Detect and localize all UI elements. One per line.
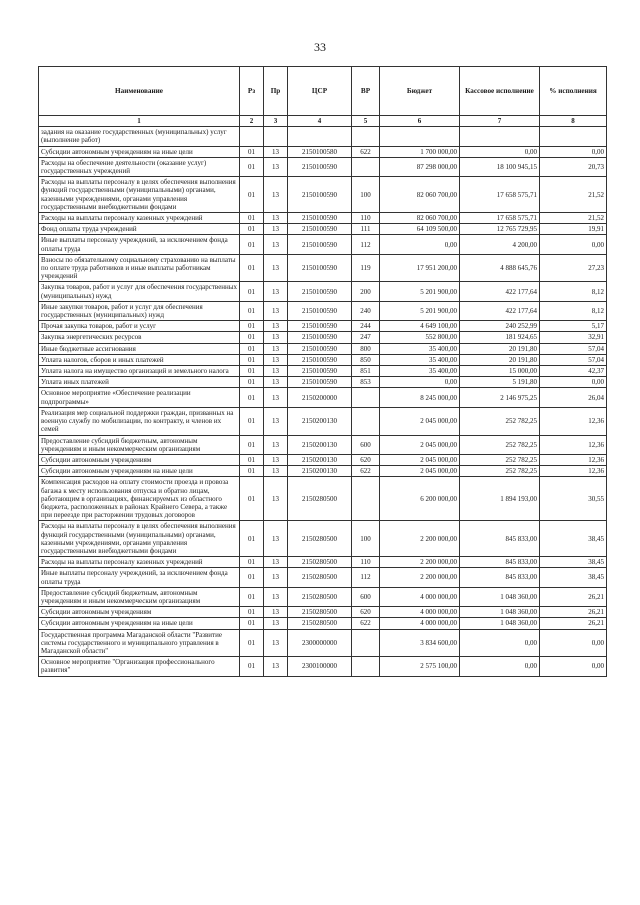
cell-vr: 240 <box>352 301 380 320</box>
cell-csr: 2150200000 <box>288 388 352 407</box>
cell-percent: 0,00 <box>540 657 607 676</box>
cell-csr: 2150100590 <box>288 377 352 388</box>
cell-budget: 4 649 100,00 <box>380 321 460 332</box>
cell-budget: 5 201 900,00 <box>380 301 460 320</box>
cell-budget: 3 834 600,00 <box>380 629 460 657</box>
table-row <box>39 127 607 146</box>
cell-csr: 2150100590 <box>288 282 352 301</box>
cell-percent: 42,37 <box>540 366 607 377</box>
cell-percent: 19,91 <box>540 224 607 235</box>
cell-pr: 13 <box>264 466 288 477</box>
cell-rz: 01 <box>240 454 264 465</box>
cell-pr: 13 <box>264 282 288 301</box>
cell-percent: 32,91 <box>540 332 607 343</box>
cell-percent: 20,73 <box>540 157 607 176</box>
table-row <box>39 629 607 657</box>
cell-percent: 57,04 <box>540 354 607 365</box>
cell-vr: 112 <box>352 235 380 254</box>
cell-csr: 2150280500 <box>288 557 352 568</box>
cell-cash: 181 924,65 <box>460 332 540 343</box>
cell-name: Основное мероприятие "Организация профессионального развития" <box>39 657 240 676</box>
table-row <box>39 521 607 557</box>
table-row <box>39 366 607 377</box>
cell-csr: 2150100590 <box>288 332 352 343</box>
column-number: 2 <box>240 116 264 127</box>
cell-rz: 01 <box>240 157 264 176</box>
cell-cash: 1 048 360,00 <box>460 587 540 606</box>
cell-percent: 0,00 <box>540 235 607 254</box>
cell-vr <box>352 477 380 521</box>
cell-rz <box>240 127 264 146</box>
cell-percent: 26,21 <box>540 607 607 618</box>
cell-cash: 18 100 945,15 <box>460 157 540 176</box>
cell-cash: 0,00 <box>460 146 540 157</box>
cell-rz: 01 <box>240 607 264 618</box>
cell-name: Иные закупки товаров, работ и услуг для обеспечения государственных (муниципальных) нужд <box>39 301 240 320</box>
cell-percent: 30,55 <box>540 477 607 521</box>
cell-name: Основное мероприятие «Обеспечение реализации подпрограммы» <box>39 388 240 407</box>
cell-percent: 21,52 <box>540 177 607 213</box>
cell-csr: 2150200130 <box>288 454 352 465</box>
cell-vr: 620 <box>352 607 380 618</box>
cell-name: Субсидии автономным учреждениям <box>39 607 240 618</box>
cell-name: Закупка товаров, работ и услуг для обеспечения государственных (муниципальных) нужд <box>39 282 240 301</box>
cell-rz: 01 <box>240 177 264 213</box>
cell-rz: 01 <box>240 377 264 388</box>
table-row <box>39 607 607 618</box>
cell-name: Прочая закупка товаров, работ и услуг <box>39 321 240 332</box>
cell-budget: 2 200 000,00 <box>380 521 460 557</box>
cell-budget: 2 045 000,00 <box>380 435 460 454</box>
cell-budget: 4 000 000,00 <box>380 607 460 618</box>
cell-cash: 845 833,00 <box>460 521 540 557</box>
cell-cash: 17 658 575,71 <box>460 177 540 213</box>
cell-budget: 17 951 200,00 <box>380 254 460 282</box>
cell-percent: 12,36 <box>540 407 607 435</box>
cell-rz: 01 <box>240 477 264 521</box>
table-row <box>39 557 607 568</box>
cell-csr: 2150100580 <box>288 146 352 157</box>
cell-cash: 12 765 729,95 <box>460 224 540 235</box>
cell-cash: 252 782,25 <box>460 454 540 465</box>
cell-csr: 2150100590 <box>288 301 352 320</box>
cell-budget: 35 400,00 <box>380 354 460 365</box>
table-row <box>39 435 607 454</box>
cell-pr: 13 <box>264 629 288 657</box>
cell-budget <box>380 127 460 146</box>
cell-pr: 13 <box>264 388 288 407</box>
cell-csr: 2150100590 <box>288 343 352 354</box>
cell-vr: 112 <box>352 568 380 587</box>
table-row <box>39 332 607 343</box>
cell-rz: 01 <box>240 366 264 377</box>
cell-name: Уплата налогов, сборов и иных платежей <box>39 354 240 365</box>
page-number: 33 <box>314 40 326 54</box>
header-rz: Рз <box>240 67 264 116</box>
cell-percent: 38,45 <box>540 568 607 587</box>
cell-percent: 26,21 <box>540 618 607 629</box>
cell-rz: 01 <box>240 388 264 407</box>
column-number: 7 <box>460 116 540 127</box>
table-row <box>39 657 607 676</box>
cell-pr: 13 <box>264 254 288 282</box>
cell-budget: 4 000 000,00 <box>380 618 460 629</box>
cell-percent: 27,23 <box>540 254 607 282</box>
cell-rz: 01 <box>240 587 264 606</box>
cell-percent: 0,00 <box>540 629 607 657</box>
cell-rz: 01 <box>240 354 264 365</box>
cell-pr: 13 <box>264 657 288 676</box>
cell-csr <box>288 127 352 146</box>
cell-budget: 552 800,00 <box>380 332 460 343</box>
cell-name: Закупка энергетических ресурсов <box>39 332 240 343</box>
header-cash: Кассовое исполнение <box>460 67 540 116</box>
cell-pr: 13 <box>264 477 288 521</box>
cell-cash: 17 658 575,71 <box>460 213 540 224</box>
cell-csr: 2150280500 <box>288 618 352 629</box>
cell-budget: 64 109 500,00 <box>380 224 460 235</box>
cell-budget: 2 045 000,00 <box>380 466 460 477</box>
cell-name: Иные выплаты персоналу учреждений, за исключением фонда оплаты труда <box>39 568 240 587</box>
cell-budget: 6 200 000,00 <box>380 477 460 521</box>
cell-pr <box>264 127 288 146</box>
column-number: 1 <box>39 116 240 127</box>
cell-name: задания на оказание государственных (муниципальных) услуг (выполнение работ) <box>39 127 240 146</box>
cell-pr: 13 <box>264 435 288 454</box>
cell-csr: 2150100590 <box>288 224 352 235</box>
cell-vr <box>352 157 380 176</box>
cell-cash: 1 048 360,00 <box>460 618 540 629</box>
cell-cash: 252 782,25 <box>460 407 540 435</box>
cell-rz: 01 <box>240 343 264 354</box>
cell-name: Субсидии автономным учреждениям <box>39 454 240 465</box>
cell-rz: 01 <box>240 521 264 557</box>
table-row <box>39 254 607 282</box>
cell-csr: 2150200130 <box>288 407 352 435</box>
cell-csr: 2150280500 <box>288 477 352 521</box>
cell-budget: 0,00 <box>380 377 460 388</box>
cell-pr: 13 <box>264 618 288 629</box>
cell-cash: 240 252,99 <box>460 321 540 332</box>
table-row <box>39 321 607 332</box>
cell-pr: 13 <box>264 332 288 343</box>
column-number: 3 <box>264 116 288 127</box>
cell-name: Иные бюджетные ассигнования <box>39 343 240 354</box>
cell-vr: 600 <box>352 435 380 454</box>
cell-vr: 600 <box>352 587 380 606</box>
cell-cash <box>460 127 540 146</box>
cell-vr: 100 <box>352 177 380 213</box>
cell-rz: 01 <box>240 224 264 235</box>
table-row <box>39 354 607 365</box>
cell-vr: 853 <box>352 377 380 388</box>
table-row <box>39 388 607 407</box>
cell-percent: 26,04 <box>540 388 607 407</box>
cell-vr: 800 <box>352 343 380 354</box>
cell-vr: 110 <box>352 213 380 224</box>
column-number: 8 <box>540 116 607 127</box>
cell-name: Субсидии автономным учреждениям на иные цели <box>39 466 240 477</box>
cell-percent: 0,00 <box>540 377 607 388</box>
cell-csr: 2150100590 <box>288 354 352 365</box>
cell-rz: 01 <box>240 213 264 224</box>
cell-csr: 2150100590 <box>288 366 352 377</box>
cell-csr: 2150100590 <box>288 321 352 332</box>
cell-rz: 01 <box>240 435 264 454</box>
cell-name: Фонд оплаты труда учреждений <box>39 224 240 235</box>
cell-cash: 0,00 <box>460 657 540 676</box>
cell-csr: 2150100590 <box>288 157 352 176</box>
cell-percent: 57,04 <box>540 343 607 354</box>
cell-rz: 01 <box>240 657 264 676</box>
cell-pr: 13 <box>264 213 288 224</box>
cell-csr: 2150280500 <box>288 568 352 587</box>
cell-cash: 252 782,25 <box>460 466 540 477</box>
cell-vr: 100 <box>352 521 380 557</box>
cell-percent: 12,36 <box>540 435 607 454</box>
column-number: 4 <box>288 116 352 127</box>
cell-percent: 38,45 <box>540 557 607 568</box>
header-percent: % исполнения <box>540 67 607 116</box>
cell-cash: 1 048 360,00 <box>460 607 540 618</box>
table-row <box>39 618 607 629</box>
cell-budget: 87 298 000,00 <box>380 157 460 176</box>
cell-pr: 13 <box>264 377 288 388</box>
cell-name: Предоставление субсидий бюджетным, автономным учреждениям и иным некоммерческим организациям <box>39 435 240 454</box>
cell-cash: 2 146 975,25 <box>460 388 540 407</box>
cell-csr: 2150200130 <box>288 435 352 454</box>
cell-cash: 0,00 <box>460 629 540 657</box>
table-row <box>39 377 607 388</box>
cell-pr: 13 <box>264 157 288 176</box>
cell-pr: 13 <box>264 407 288 435</box>
cell-rz: 01 <box>240 282 264 301</box>
cell-rz: 01 <box>240 235 264 254</box>
cell-vr: 622 <box>352 618 380 629</box>
cell-csr: 2150100590 <box>288 254 352 282</box>
cell-rz: 01 <box>240 301 264 320</box>
cell-pr: 13 <box>264 354 288 365</box>
cell-csr: 2300100000 <box>288 657 352 676</box>
cell-budget: 2 200 000,00 <box>380 568 460 587</box>
cell-vr: 247 <box>352 332 380 343</box>
cell-rz: 01 <box>240 146 264 157</box>
cell-name: Субсидии автономным учреждениям на иные цели <box>39 146 240 157</box>
cell-budget: 35 400,00 <box>380 366 460 377</box>
cell-budget: 35 400,00 <box>380 343 460 354</box>
cell-csr: 2150100590 <box>288 235 352 254</box>
table-row <box>39 157 607 176</box>
cell-vr <box>352 407 380 435</box>
cell-pr: 13 <box>264 568 288 587</box>
table-row <box>39 235 607 254</box>
cell-cash: 15 000,00 <box>460 366 540 377</box>
cell-name: Расходы на выплаты персоналу в целях обеспечения выполнения функций государственными (муниципальными) органами, казенными учреждениями, органами управления государственными внебюджетными фондами <box>39 177 240 213</box>
cell-name: Уплата иных платежей <box>39 377 240 388</box>
cell-name: Компенсация расходов на оплату стоимости проезда и провоза багажа к месту использования отпуска и обратно лицам, работающим в организациях, финансируемых из областного бюджета, расположенных в районах Крайнего Севера, а также при переезде при расторжении трудовых договоров <box>39 477 240 521</box>
cell-name: Государственная программа Магаданской области "Развитие системы государственного и муниципального управления в Магаданской области" <box>39 629 240 657</box>
header-name: Наименование <box>39 67 240 116</box>
cell-csr: 2150280500 <box>288 587 352 606</box>
cell-cash: 20 191,80 <box>460 343 540 354</box>
cell-cash: 422 177,64 <box>460 282 540 301</box>
cell-cash: 1 894 193,00 <box>460 477 540 521</box>
cell-vr: 851 <box>352 366 380 377</box>
cell-budget: 4 000 000,00 <box>380 587 460 606</box>
cell-budget: 2 045 000,00 <box>380 454 460 465</box>
header-pr: Пр <box>264 67 288 116</box>
table-row <box>39 224 607 235</box>
cell-csr: 2150100590 <box>288 177 352 213</box>
cell-rz: 01 <box>240 321 264 332</box>
cell-name: Взносы по обязательному социальному страхованию на выплаты по оплате труда работников и иные выплаты работникам учреждений <box>39 254 240 282</box>
cell-pr: 13 <box>264 177 288 213</box>
cell-name: Предоставление субсидий бюджетным, автономным учреждениям и иным некоммерческим организациям <box>39 587 240 606</box>
cell-vr <box>352 629 380 657</box>
cell-percent: 38,45 <box>540 521 607 557</box>
header-budget: Бюджет <box>380 67 460 116</box>
cell-name: Субсидии автономным учреждениям на иные цели <box>39 618 240 629</box>
cell-pr: 13 <box>264 557 288 568</box>
table-body <box>39 127 607 676</box>
cell-pr: 13 <box>264 587 288 606</box>
cell-rz: 01 <box>240 629 264 657</box>
table-header-row <box>39 67 607 116</box>
cell-cash: 5 191,80 <box>460 377 540 388</box>
cell-percent: 21,52 <box>540 213 607 224</box>
cell-name: Расходы на выплаты персоналу казенных учреждений <box>39 213 240 224</box>
cell-pr: 13 <box>264 343 288 354</box>
cell-csr: 2150200130 <box>288 466 352 477</box>
cell-budget: 0,00 <box>380 235 460 254</box>
table-row <box>39 282 607 301</box>
cell-rz: 01 <box>240 557 264 568</box>
column-number: 5 <box>352 116 380 127</box>
table-row <box>39 301 607 320</box>
cell-rz: 01 <box>240 618 264 629</box>
cell-vr <box>352 657 380 676</box>
cell-name: Расходы на выплаты персоналу казенных учреждений <box>39 557 240 568</box>
cell-name: Расходы на выплаты персоналу в целях обеспечения выполнения функций государственными (муниципальными) органами, казенными учреждениями, органами управления государственными внебюджетными фондами <box>39 521 240 557</box>
cell-pr: 13 <box>264 235 288 254</box>
cell-pr: 13 <box>264 366 288 377</box>
table-row <box>39 477 607 521</box>
table-row <box>39 454 607 465</box>
cell-budget: 82 060 700,00 <box>380 177 460 213</box>
cell-budget: 8 245 000,00 <box>380 388 460 407</box>
cell-pr: 13 <box>264 454 288 465</box>
header-vr: ВР <box>352 67 380 116</box>
cell-vr <box>352 127 380 146</box>
table-row <box>39 213 607 224</box>
table-row <box>39 343 607 354</box>
header-csr: ЦСР <box>288 67 352 116</box>
cell-percent: 5,17 <box>540 321 607 332</box>
cell-pr: 13 <box>264 301 288 320</box>
cell-percent: 26,21 <box>540 587 607 606</box>
cell-budget: 2 200 000,00 <box>380 557 460 568</box>
cell-name: Реализация мер социальной поддержки граждан, призванных на военную службу по мобилизации, по контракту, и членов их семей <box>39 407 240 435</box>
cell-vr: 110 <box>352 557 380 568</box>
cell-vr: 620 <box>352 454 380 465</box>
cell-cash: 252 782,25 <box>460 435 540 454</box>
cell-name: Расходы на обеспечение деятельности (оказание услуг) государственных учреждений <box>39 157 240 176</box>
cell-rz: 01 <box>240 466 264 477</box>
table-row <box>39 407 607 435</box>
cell-cash: 845 833,00 <box>460 557 540 568</box>
cell-percent: 0,00 <box>540 146 607 157</box>
table-row <box>39 146 607 157</box>
cell-vr: 622 <box>352 466 380 477</box>
cell-budget: 1 700 000,00 <box>380 146 460 157</box>
cell-rz: 01 <box>240 407 264 435</box>
cell-pr: 13 <box>264 321 288 332</box>
cell-vr: 200 <box>352 282 380 301</box>
cell-csr: 2300000000 <box>288 629 352 657</box>
column-number-row <box>39 116 607 127</box>
cell-pr: 13 <box>264 146 288 157</box>
cell-cash: 845 833,00 <box>460 568 540 587</box>
cell-percent: 8,12 <box>540 301 607 320</box>
cell-rz: 01 <box>240 254 264 282</box>
cell-csr: 2150280500 <box>288 521 352 557</box>
table-row <box>39 587 607 606</box>
cell-csr: 2150280500 <box>288 607 352 618</box>
cell-vr: 622 <box>352 146 380 157</box>
cell-vr: 244 <box>352 321 380 332</box>
cell-budget: 2 575 100,00 <box>380 657 460 676</box>
cell-budget: 82 060 700,00 <box>380 213 460 224</box>
cell-cash: 4 888 645,76 <box>460 254 540 282</box>
cell-budget: 2 045 000,00 <box>380 407 460 435</box>
cell-name: Иные выплаты персоналу учреждений, за исключением фонда оплаты труда <box>39 235 240 254</box>
cell-vr: 119 <box>352 254 380 282</box>
cell-vr: 111 <box>352 224 380 235</box>
cell-cash: 422 177,64 <box>460 301 540 320</box>
table-row <box>39 177 607 213</box>
budget-execution-table <box>38 66 607 677</box>
cell-vr: 850 <box>352 354 380 365</box>
cell-percent <box>540 127 607 146</box>
cell-name: Уплата налога на имущество организаций и земельного налога <box>39 366 240 377</box>
cell-cash: 4 200,00 <box>460 235 540 254</box>
cell-csr: 2150100590 <box>288 213 352 224</box>
table-row <box>39 466 607 477</box>
table-row <box>39 568 607 587</box>
cell-percent: 12,36 <box>540 454 607 465</box>
cell-percent: 8,12 <box>540 282 607 301</box>
cell-pr: 13 <box>264 224 288 235</box>
cell-vr <box>352 388 380 407</box>
cell-rz: 01 <box>240 332 264 343</box>
cell-pr: 13 <box>264 521 288 557</box>
column-number: 6 <box>380 116 460 127</box>
cell-percent: 12,36 <box>540 466 607 477</box>
cell-rz: 01 <box>240 568 264 587</box>
cell-budget: 5 201 900,00 <box>380 282 460 301</box>
cell-cash: 20 191,80 <box>460 354 540 365</box>
cell-pr: 13 <box>264 607 288 618</box>
